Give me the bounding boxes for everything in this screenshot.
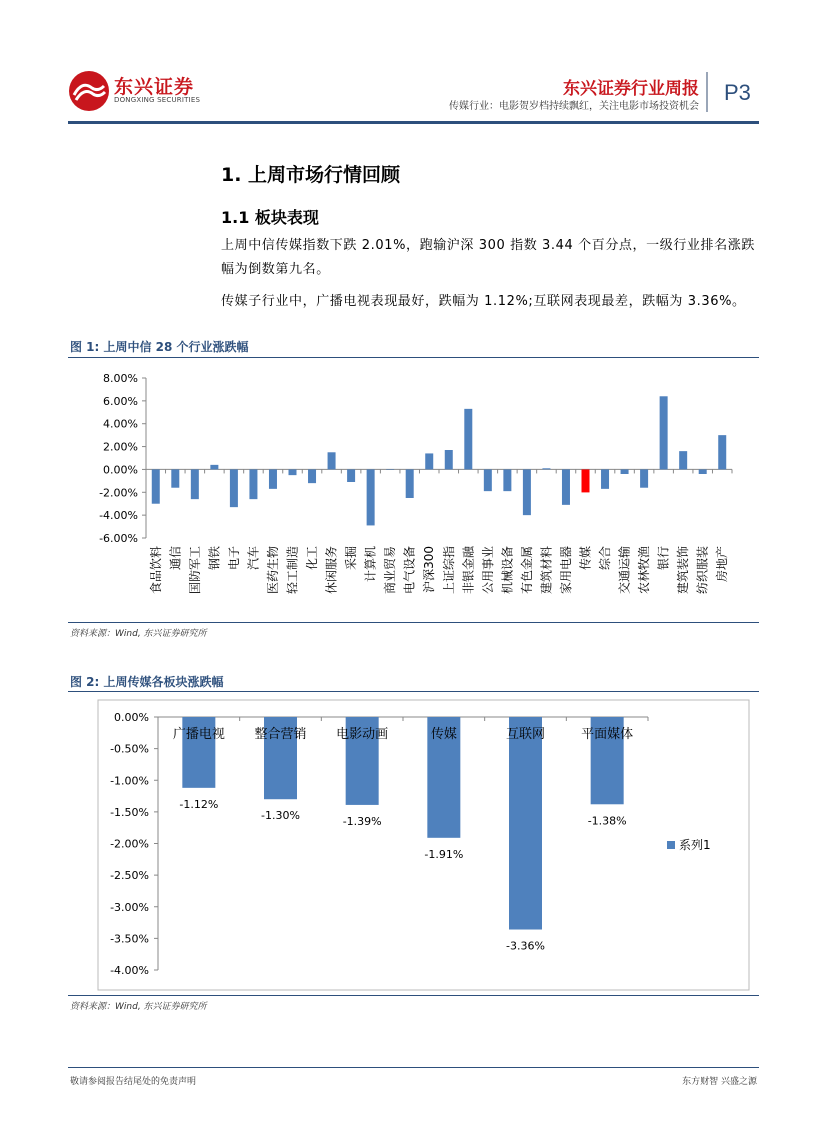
bar-非银金融 <box>464 409 472 470</box>
figure1-bottom-rule <box>68 622 759 623</box>
data-label: -1.38% <box>587 814 627 828</box>
bar-互联网 <box>509 717 542 930</box>
bar-食品饮料 <box>152 469 160 503</box>
bar-综合 <box>601 469 609 488</box>
bar-通信 <box>171 469 179 487</box>
y-tick-label: -0.50% <box>110 742 149 756</box>
brand-name-en: DONGXING SECURITIES <box>114 96 201 104</box>
x-tick-label: 公用事业 <box>480 546 495 595</box>
x-tick-label: 上证综指 <box>441 546 456 595</box>
y-tick-label: -4.00% <box>110 964 149 977</box>
bar-机械设备 <box>503 469 511 491</box>
figure2-title: 图 2: 上周传媒各板块涨跌幅 <box>70 675 224 689</box>
bar-钢铁 <box>210 465 218 470</box>
company-logo-icon <box>68 70 110 112</box>
bar-化工 <box>308 469 316 483</box>
y-tick-label: -1.50% <box>110 805 149 819</box>
section-heading: 1. 上周市场行情回顾 <box>221 164 401 186</box>
bar-银行 <box>660 396 668 469</box>
bar-轻工制造 <box>289 469 297 475</box>
bar-传媒 <box>582 469 590 492</box>
bar-上证综指 <box>445 450 453 469</box>
bar-沪深300 <box>425 453 433 469</box>
x-tick-label: 电影动画 <box>336 727 389 742</box>
bar-采掘 <box>347 469 355 482</box>
bar-国防军工 <box>191 469 199 499</box>
legend-swatch <box>667 841 675 849</box>
data-label: -1.30% <box>261 809 300 823</box>
figure1-title: 图 1: 上周中信 28 个行业涨跌幅 <box>70 340 249 354</box>
x-tick-label: 轻工制造 <box>285 546 300 595</box>
x-tick-label: 计算机 <box>363 546 378 583</box>
x-tick-label: 沪深300 <box>422 546 437 593</box>
x-tick-label: 国防军工 <box>187 546 202 595</box>
bar-纺织服装 <box>699 469 707 474</box>
x-tick-label: 平面媒体 <box>581 727 634 742</box>
y-tick-label: 0.00% <box>114 711 149 724</box>
x-tick-label: 整合营销 <box>254 727 307 742</box>
y-tick-label: -3.50% <box>110 932 149 946</box>
footer-disclaimer: 敬请参阅报告结尾处的免责声明 <box>70 1077 197 1087</box>
x-tick-label: 房地产 <box>715 546 730 583</box>
chart1 <box>68 360 759 622</box>
x-tick-label: 非银金融 <box>461 546 476 595</box>
y-tick-label: -2.00% <box>110 837 149 851</box>
y-tick-label: 8.00% <box>103 372 138 385</box>
header-rule <box>68 121 759 124</box>
x-tick-label: 化工 <box>305 546 320 571</box>
figure1-source: 资料来源：Wind, 东兴证券研究所 <box>70 629 207 639</box>
legend-label: 系列1 <box>679 838 711 852</box>
y-tick-label: 4.00% <box>103 417 138 431</box>
bar-房地产 <box>718 435 726 469</box>
bar-休闲服务 <box>328 452 336 469</box>
figure1-top-rule <box>68 357 759 358</box>
data-label: -1.39% <box>342 814 382 828</box>
x-tick-label: 电气设备 <box>402 546 417 595</box>
data-label: -1.91% <box>424 847 464 861</box>
report-title: 东兴证券行业周报 <box>563 79 699 99</box>
x-tick-label: 银行 <box>656 546 671 571</box>
x-tick-label: 采掘 <box>344 546 359 571</box>
x-tick-label: 食品饮料 <box>148 546 163 595</box>
bar-医药生物 <box>269 469 277 488</box>
y-tick-label: 2.00% <box>103 440 138 454</box>
data-label: -1.12% <box>179 797 219 811</box>
bar-建筑材料 <box>542 468 550 469</box>
x-tick-label: 传媒 <box>578 546 593 571</box>
x-tick-label: 有色金属 <box>519 546 534 595</box>
x-tick-label: 建筑装饰 <box>676 546 691 595</box>
bar-家用电器 <box>562 469 570 504</box>
bar-电气设备 <box>406 469 414 498</box>
x-tick-label: 汽车 <box>246 546 261 571</box>
x-tick-label: 广播电视 <box>172 727 225 742</box>
y-tick-label: 6.00% <box>103 394 138 408</box>
x-tick-label: 建筑材料 <box>539 546 554 595</box>
y-tick-label: -1.00% <box>110 774 149 788</box>
subsection-heading: 1.1 板块表现 <box>221 208 319 227</box>
y-tick-label: -4.00% <box>99 509 138 523</box>
bar-有色金属 <box>523 469 531 515</box>
x-tick-label: 机械设备 <box>500 546 515 595</box>
paragraph-2: 传媒子行业中，广播电视表现最好，跌幅为 1.12%;互联网表现最差，跌幅为 3.36%。 <box>221 294 746 309</box>
figure2-source: 资料来源：Wind, 东兴证券研究所 <box>70 1002 207 1012</box>
y-tick-label: -2.00% <box>99 486 138 500</box>
bar-汽车 <box>249 469 257 499</box>
paragraph-1: 上周中信传媒指数下跌 2.01%，跑输沪深 300 指数 3.44 个百分点，一级行业排名涨跌幅为倒数第九名。 <box>221 238 755 277</box>
y-tick-label: 0.00% <box>103 463 138 477</box>
bar-公用事业 <box>484 469 492 491</box>
x-tick-label: 电子 <box>226 546 241 571</box>
figure2-bottom-rule <box>68 995 759 996</box>
y-tick-label: -3.00% <box>110 900 149 914</box>
x-tick-label: 家用电器 <box>558 546 573 595</box>
x-tick-label: 传媒 <box>430 727 457 742</box>
y-tick-label: -2.50% <box>110 869 149 883</box>
figure2-top-rule <box>68 691 759 692</box>
x-tick-label: 医药生物 <box>265 546 280 595</box>
bar-电子 <box>230 469 238 507</box>
header-divider <box>706 72 708 112</box>
x-tick-label: 农林牧渔 <box>637 546 652 595</box>
x-tick-label: 交通运输 <box>617 546 632 595</box>
x-tick-label: 钢铁 <box>207 546 222 571</box>
footer-rule <box>68 1067 759 1068</box>
page-number: P3 <box>724 80 751 105</box>
chart2 <box>68 694 759 994</box>
x-tick-label: 通信 <box>168 546 183 571</box>
bar-计算机 <box>367 469 375 525</box>
report-subtitle: 传媒行业：电影贺岁档持续飘红，关注电影市场投资机会 <box>449 101 699 112</box>
y-tick-label: -6.00% <box>99 532 138 545</box>
x-tick-label: 休闲服务 <box>324 546 339 595</box>
x-tick-label: 综合 <box>598 546 613 571</box>
bar-交通运输 <box>621 469 629 474</box>
bar-建筑装饰 <box>679 451 687 469</box>
x-tick-label: 互联网 <box>505 727 546 742</box>
brand-name: 东兴证券 <box>114 76 195 98</box>
data-label: -3.36% <box>506 939 545 953</box>
x-tick-label: 纺织服装 <box>695 546 710 595</box>
x-tick-label: 商业贸易 <box>383 546 398 595</box>
bar-农林牧渔 <box>640 469 648 487</box>
footer-slogan: 东方财智 兴盛之源 <box>682 1077 757 1087</box>
bar-商业贸易 <box>386 469 394 470</box>
